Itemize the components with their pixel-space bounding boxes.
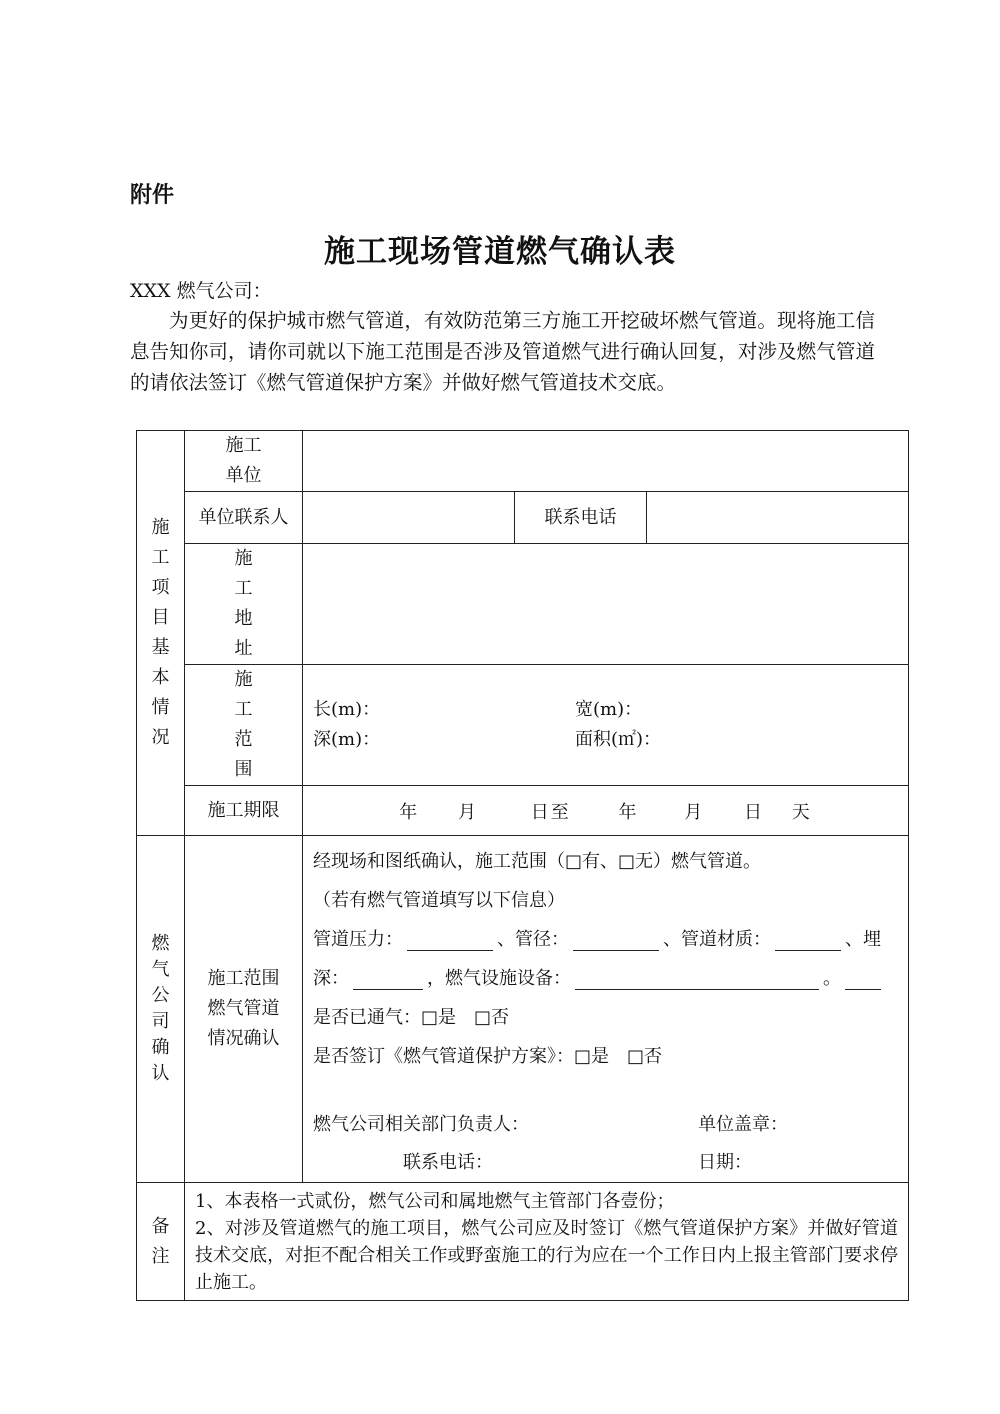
date-label: 日期： xyxy=(698,1152,752,1173)
depth-blank[interactable] xyxy=(353,969,423,990)
note-1: 1、本表格一式贰份，燃气公司和属地燃气主管部门各壹份； xyxy=(195,1190,675,1212)
range-field[interactable] xyxy=(303,665,909,786)
section-gas-confirm: 燃 气 公 司 确 认 xyxy=(137,836,185,1183)
unit-label: 施工 单位 xyxy=(185,431,303,492)
confirmation-form xyxy=(136,430,909,1301)
diameter-blank[interactable] xyxy=(573,930,659,951)
pressure-blank[interactable] xyxy=(407,930,493,951)
confirm-line-1: 经现场和图纸确认，施工范围（□有、□无）燃气管道。 xyxy=(313,851,762,872)
confirm-content xyxy=(303,836,909,1183)
period-field[interactable]: 年 月 日至 年 月 日 天 xyxy=(303,786,909,836)
area-label: 面积(㎡)： xyxy=(575,729,662,750)
width-label: 宽(m)： xyxy=(575,699,643,720)
note-2: 2、对涉及管道燃气的施工项目，燃气公司应及时签订《燃气管道保护方案》并做好管道技术交底，对拒不配合相关工作或野蛮施工的行为应在一个工作日内上报主管部门要求停止施工。 xyxy=(195,1217,899,1293)
depth-label-gas: 深： xyxy=(313,968,349,989)
diameter-label: 、管径： xyxy=(497,929,569,950)
notes-label: 备 注 xyxy=(137,1183,185,1301)
plan-signed-checkboxes[interactable]: 是否签订《燃气管道保护方案》：□是 □否 xyxy=(313,1046,663,1067)
depth-label: 深(m)： xyxy=(313,729,381,750)
end-mark: 。 xyxy=(823,968,841,989)
pressure-label: 管道压力： xyxy=(313,929,403,950)
material-label: 、管道材质： xyxy=(663,929,771,950)
confirm-phone-label: 联系电话： xyxy=(403,1152,493,1173)
page-title: 施工现场管道燃气确认表 xyxy=(324,234,676,270)
contact-label: 单位联系人 xyxy=(185,492,303,544)
material-blank[interactable] xyxy=(775,930,841,951)
responsible-label: 燃气公司相关部门负责人： xyxy=(313,1114,529,1135)
address-label: 施工 地址 xyxy=(185,544,303,665)
facility-blank[interactable] xyxy=(575,969,819,990)
intro-paragraph: 为更好的保护城市燃气管道，有效防范第三方施工开挖破坏燃气管道。现将施工信息告知你司，请你司就以下施工范围是否涉及管道燃气进行确认回复，对涉及燃气管道的请依法签订《燃气管道保护方案》并做好燃气管道技术交底。 xyxy=(130,309,875,394)
confirm-label: 施工范围 燃气管道 情况确认 xyxy=(185,836,303,1183)
length-label: 长(m)： xyxy=(313,699,381,720)
contact-field[interactable] xyxy=(303,492,515,544)
extra-blank[interactable] xyxy=(845,969,881,990)
period-label: 施工期限 xyxy=(185,786,303,836)
section-project-info: 施 工 项 目 基 本 情 况 xyxy=(137,431,185,836)
address-field[interactable] xyxy=(303,544,909,665)
attachment-label: 附件 xyxy=(130,183,175,208)
unit-field[interactable] xyxy=(303,431,909,492)
facility-label: ，燃气设施设备： xyxy=(427,968,571,989)
phone-field[interactable] xyxy=(647,492,909,544)
gas-on-checkboxes[interactable]: 是否已通气：□是 □否 xyxy=(313,1007,510,1028)
phone-label: 联系电话 xyxy=(515,492,647,544)
bury-label: 、埋 xyxy=(845,929,881,950)
confirm-line-2: （若有燃气管道填写以下信息） xyxy=(313,890,565,911)
addressee: XXX 燃气公司： xyxy=(130,280,272,302)
notes-content xyxy=(185,1183,909,1301)
range-label: 施工 范围 xyxy=(185,665,303,786)
seal-label: 单位盖章： xyxy=(698,1114,788,1135)
